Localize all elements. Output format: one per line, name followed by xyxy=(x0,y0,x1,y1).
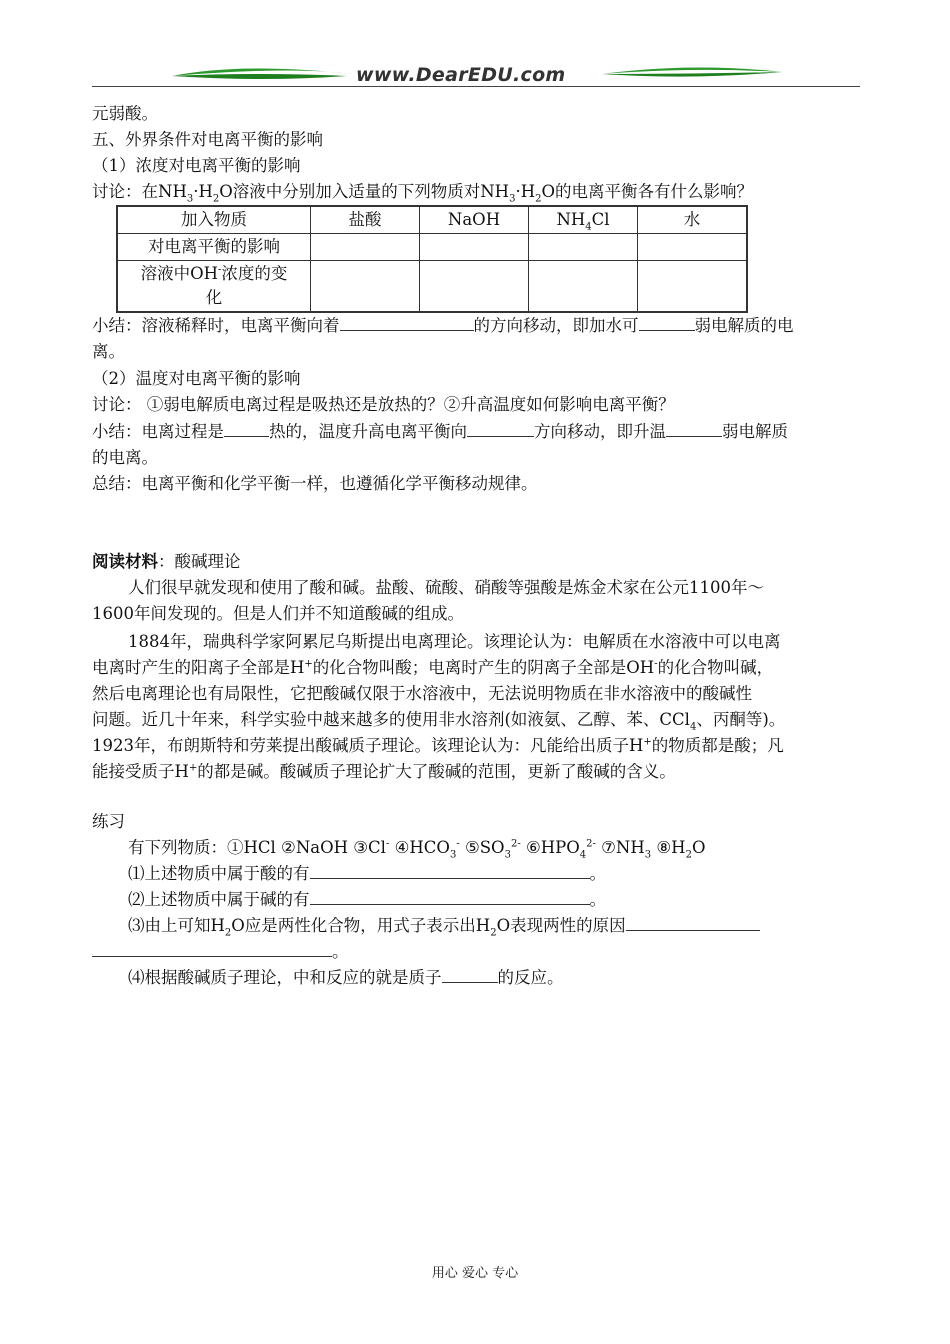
section-heading: 五、外界条件对电离平衡的影响 xyxy=(92,130,323,149)
reading-paragraph: 电离时产生的阳离子全部是H+的化合物叫酸；电离时产生的阴离子全部是OH-的化合物叫碱， xyxy=(92,658,774,677)
fill-blank xyxy=(224,420,269,437)
conclusion-line: 总结：电离平衡和化学平衡一样，也遵循化学平衡移动规律。 xyxy=(92,474,538,493)
fill-blank xyxy=(340,314,474,331)
practice-question: 有下列物质：①HCl ②NaOH ③Cl- $④HCO_3^-$ $⑤SO_3^{2-}$ $⑥HPO_4^{2-}$ $⑦NH_3$ $⑧H_2O$ xyxy=(128,838,706,861)
table-header-cell: $NH_4Cl$ xyxy=(529,206,638,233)
practice-question: ⑴上述物质中属于酸的有 。 xyxy=(128,864,606,883)
discussion-line: 讨论： ①弱电解质电离过程是吸热还是放热的？②升高温度如何影响电离平衡？ xyxy=(92,395,675,414)
practice-question: ⑶由上可知$H_2O$应是两性化合物，用式子表示出$H_2O$表现两性的原因 xyxy=(128,914,760,938)
summary-line: 小结：溶液稀释时，电离平衡向着 的方向移动，即加水可 弱电解质的电 xyxy=(92,316,794,335)
reading-paragraph: 1884年，瑞典科学家阿累尼乌斯提出电离理论。该理论认为：电解质在水溶液中可以电离 xyxy=(128,632,781,651)
table-cell xyxy=(311,260,420,312)
practice-question: ⑵上述物质中属于碱的有 。 xyxy=(128,890,606,909)
fill-blank xyxy=(666,420,722,437)
reading-paragraph: 然后电离理论也有局限性，它把酸碱仅限于水溶液中，无法说明物质在非水溶液中的酸碱性 xyxy=(92,684,752,703)
summary-line: 离。 xyxy=(92,342,125,361)
answer-blank[interactable] xyxy=(626,914,760,931)
practice-title: 练习 xyxy=(92,812,125,831)
table-cell xyxy=(420,260,529,312)
reading-paragraph: 1923年，布朗斯特和劳莱提出酸碱质子理论。该理论认为：凡能给出质子H+的物质都是酸；凡 xyxy=(92,736,784,755)
table-cell xyxy=(529,233,638,260)
reading-title: 阅读材料：酸碱理论 xyxy=(92,552,241,571)
table-row-label: 对电离平衡的影响 xyxy=(117,233,311,260)
table-cell xyxy=(529,260,638,312)
table-header-cell: NaOH xyxy=(420,206,529,233)
table-header-cell: 盐酸 xyxy=(311,206,420,233)
answer-blank[interactable] xyxy=(92,940,332,957)
discussion-line: 讨论：在$NH_3\cdot H_2O$溶液中分别加入适量的下列物质对$NH_3\cdot H_2O$的电离平衡各有什么影响？ xyxy=(92,182,753,205)
reading-paragraph: 问题。近几十年来，科学实验中越来越多的使用非水溶剂(如液氨、乙醇、苯、CCl$_4$、丙酮等)。 xyxy=(92,710,786,733)
answer-blank[interactable] xyxy=(310,862,590,879)
table-cell xyxy=(638,233,748,260)
table-cell xyxy=(420,233,529,260)
answer-blank[interactable] xyxy=(442,966,498,983)
reading-paragraph: 1600年间发现的。但是人们并不知道酸碱的组成。 xyxy=(92,604,464,623)
reading-paragraph: 能接受质子H+的都是碱。酸碱质子理论扩大了酸碱的范围，更新了酸碱的含义。 xyxy=(92,762,676,781)
summary-line: 小结：电离过程是 热的，温度升高电离平衡向 方向移动，即升温 弱电解质 xyxy=(92,422,788,441)
subsection-heading: （1）浓度对电离平衡的影响 xyxy=(92,156,301,175)
practice-question: ⑷根据酸碱质子理论，中和反应的就是质子 的反应。 xyxy=(128,968,564,987)
table-row-label: 溶液中OH-浓度的变 化 xyxy=(117,260,311,312)
table-header-cell: 加入物质 xyxy=(117,206,311,233)
summary-line: 的电离。 xyxy=(92,448,158,467)
effect-table xyxy=(116,205,748,313)
subsection-heading: （2）温度对电离平衡的影响 xyxy=(92,369,301,388)
site-logo-text[interactable]: www.DearEDU.com xyxy=(356,64,566,86)
reading-paragraph: 人们很早就发现和使用了酸和碱。盐酸、硫酸、硝酸等强酸是炼金术家在公元1100年～ xyxy=(128,578,764,597)
header-rule xyxy=(92,86,860,87)
answer-blank[interactable] xyxy=(310,888,590,905)
page-footer: 用心 爱心 专心 xyxy=(431,1266,519,1281)
fill-blank xyxy=(639,314,695,331)
practice-question: 。 xyxy=(92,940,349,964)
text-line: 元弱酸。 xyxy=(92,104,158,123)
table-cell xyxy=(638,260,748,312)
fill-blank xyxy=(467,420,534,437)
table-header-cell: 水 xyxy=(638,206,748,233)
table-cell xyxy=(311,233,420,260)
